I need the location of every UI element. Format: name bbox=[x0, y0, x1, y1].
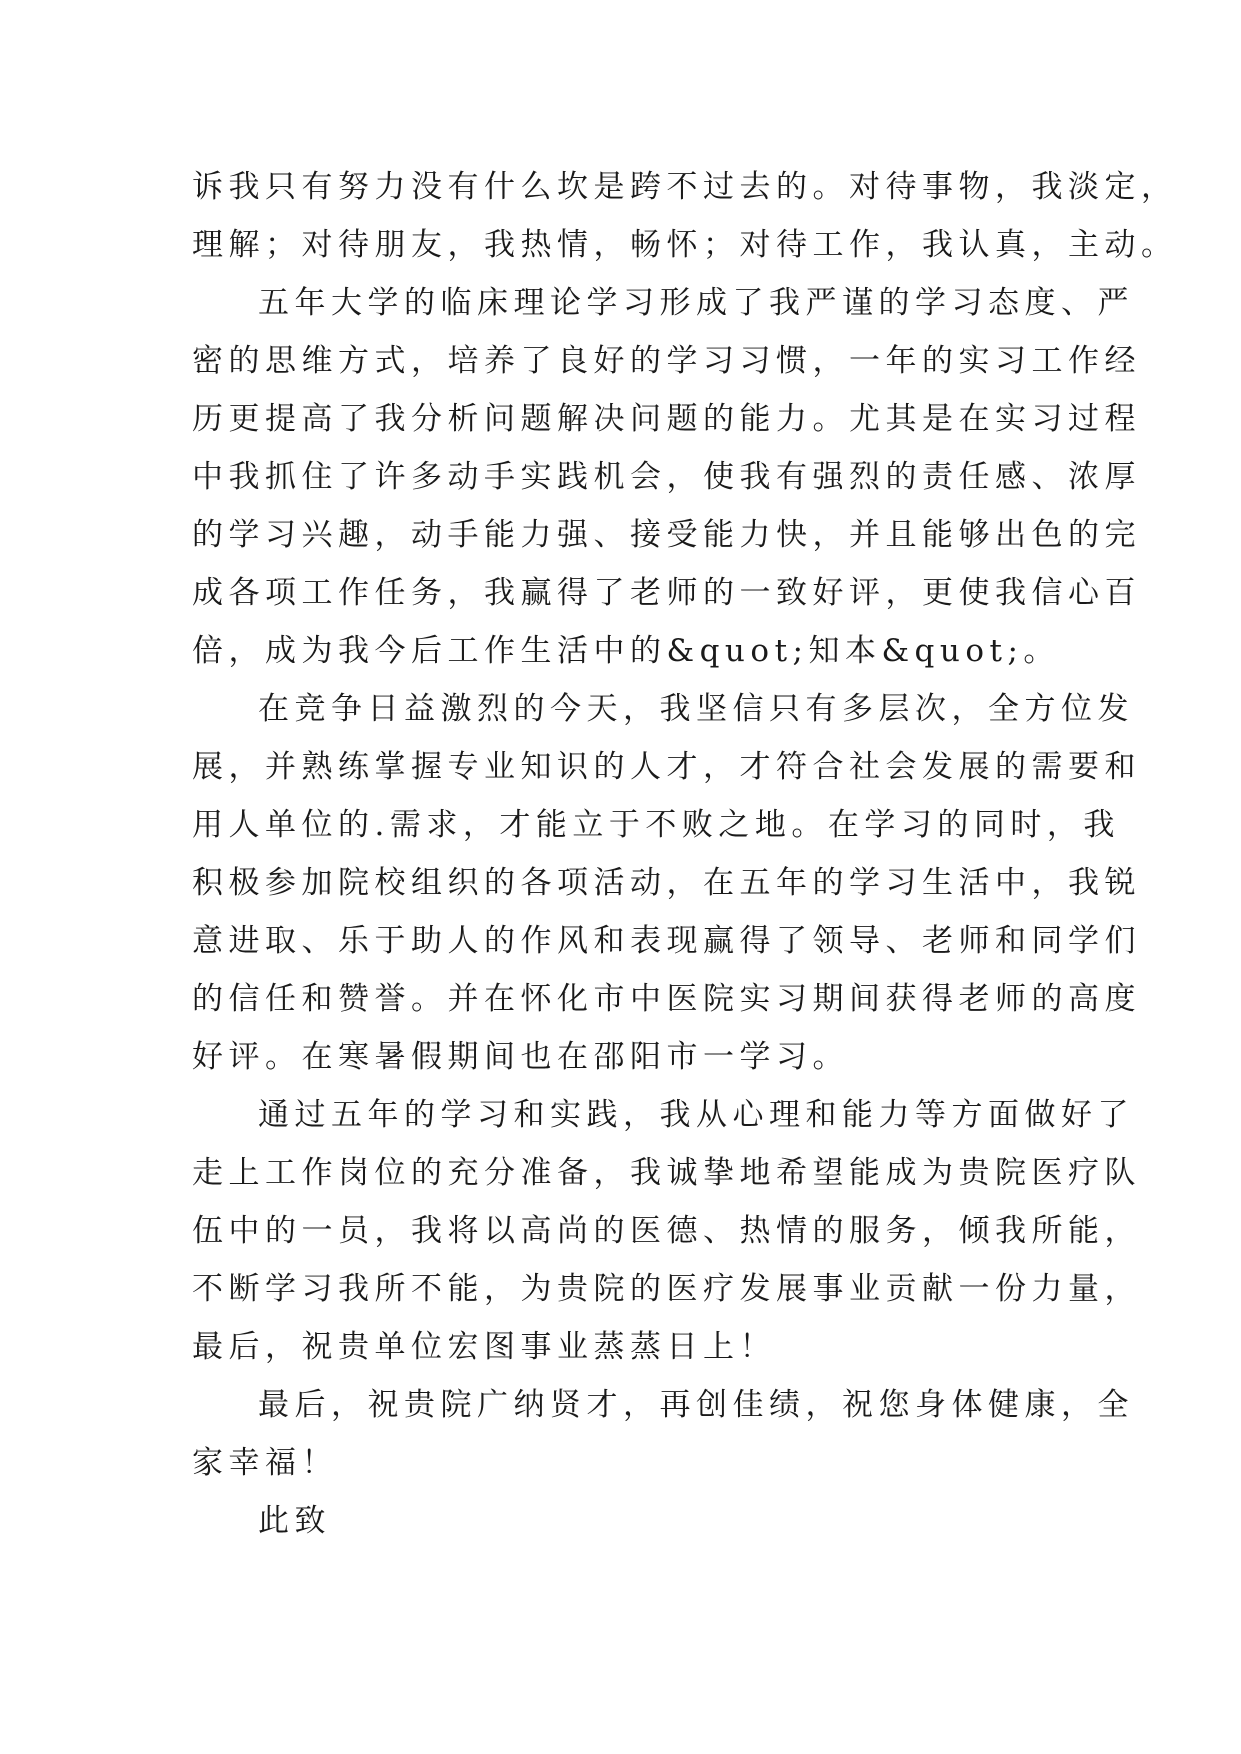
text-line: 最后，祝贵单位宏图事业蒸蒸日上！ bbox=[192, 1329, 776, 1365]
closing-salutation: 此致 bbox=[258, 1503, 331, 1539]
text-line: 不断学习我所不能，为贵院的医疗发展事业贡献一份力量， bbox=[192, 1271, 1141, 1307]
text-line: 诉我只有努力没有什么坎是跨不过去的。对待事物，我淡定， bbox=[192, 169, 1178, 205]
text-line: 的信任和赞誉。并在怀化市中医院实习期间获得老师的高度 bbox=[192, 981, 1141, 1017]
text-line: 密的思维方式，培养了良好的学习习惯，一年的实习工作经 bbox=[192, 343, 1141, 379]
text-line: 历更提高了我分析问题解决问题的能力。尤其是在实习过程 bbox=[192, 401, 1141, 437]
text-line: 中我抓住了许多动手实践机会，使我有强烈的责任感、浓厚 bbox=[192, 459, 1141, 495]
text-line: 走上工作岗位的充分准备，我诚挚地希望能成为贵院医疗队 bbox=[192, 1155, 1141, 1191]
text-line: 的学习兴趣，动手能力强、接受能力快，并且能够出色的完 bbox=[192, 517, 1141, 553]
text-line: 好评。在寒暑假期间也在邵阳市一学习。 bbox=[192, 1039, 849, 1075]
text-line: 成各项工作任务，我赢得了老师的一致好评，更使我信心百 bbox=[192, 575, 1141, 611]
text-line: 伍中的一员，我将以高尚的医德、热情的服务，倾我所能， bbox=[192, 1213, 1141, 1249]
text-line: 用人单位的.需求，才能立于不败之地。在学习的同时，我 bbox=[192, 807, 1120, 843]
text-line: 家幸福！ bbox=[192, 1445, 338, 1481]
text-line: 理解；对待朋友，我热情，畅怀；对待工作，我认真，主动。 bbox=[192, 227, 1178, 263]
paragraph-start-line: 最后，祝贵院广纳贤才，再创佳绩，祝您身体健康，全 bbox=[258, 1387, 1134, 1423]
letter-body bbox=[192, 158, 1178, 1550]
paragraph-start-line: 五年大学的临床理论学习形成了我严谨的学习态度、严 bbox=[258, 285, 1134, 321]
paragraph-start-line: 在竞争日益激烈的今天，我坚信只有多层次，全方位发 bbox=[258, 691, 1134, 727]
paragraph-start-line: 通过五年的学习和实践，我从心理和能力等方面做好了 bbox=[258, 1097, 1134, 1133]
text-line: 意进取、乐于助人的作风和表现赢得了领导、老师和同学们 bbox=[192, 923, 1141, 959]
text-line: 倍，成为我今后工作生活中的&quot;知本&quot;。 bbox=[192, 633, 1060, 669]
text-line: 展，并熟练掌握专业知识的人才，才符合社会发展的需要和 bbox=[192, 749, 1141, 785]
text-line: 积极参加院校组织的各项活动，在五年的学习生活中，我锐 bbox=[192, 865, 1141, 901]
